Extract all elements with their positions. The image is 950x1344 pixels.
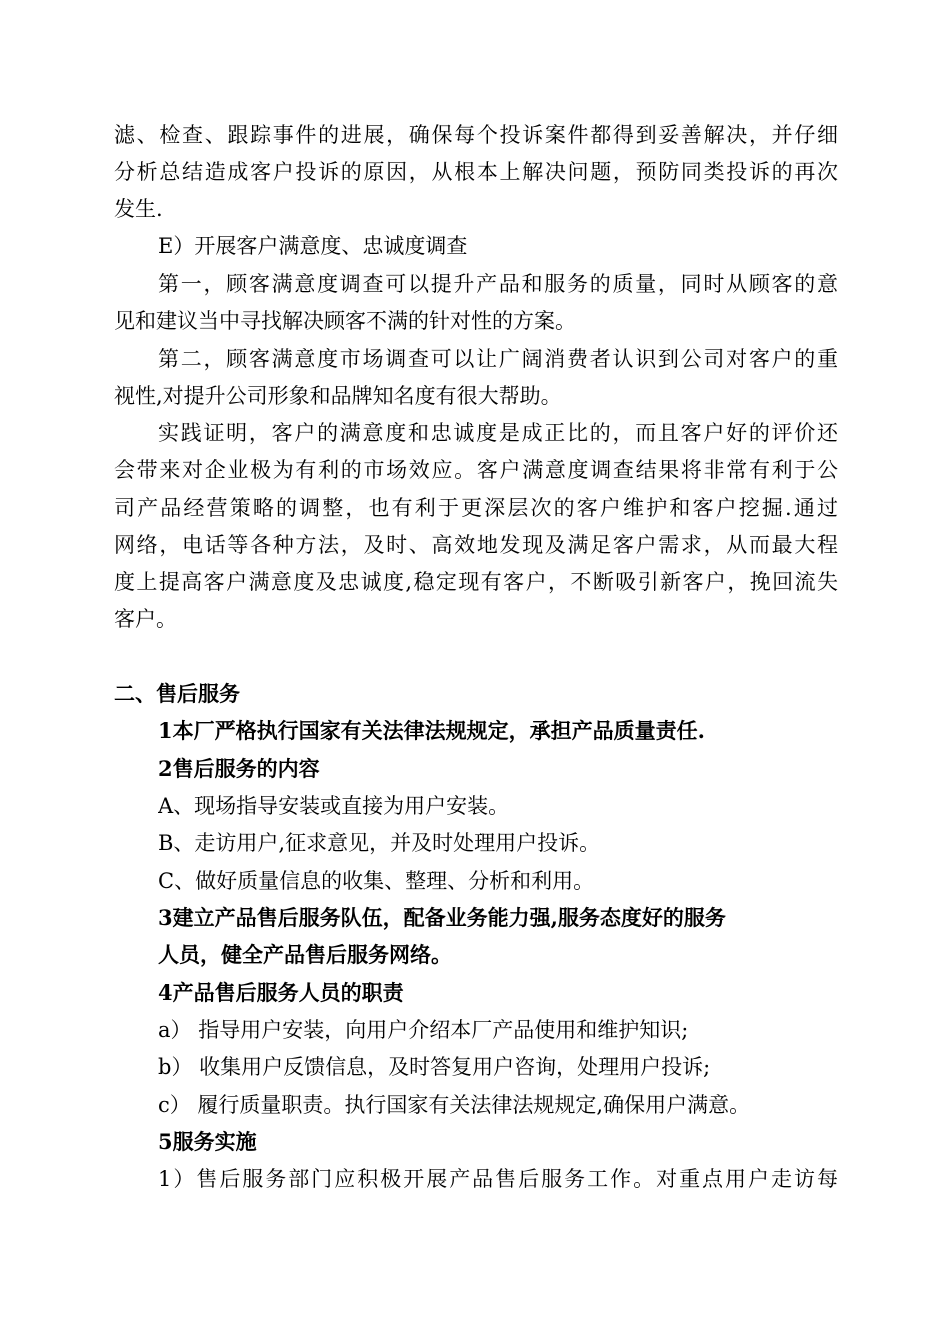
paragraph-line: 客户。 — [114, 607, 177, 631]
numbered-item-1: 1本厂严格执行国家有关法律法规规定，承担产品质量责任. — [158, 718, 705, 743]
list-item: a） 指导用户安装，向用户介绍本厂产品使用和维护知识; — [158, 1018, 689, 1042]
paragraph-line: 网络，电话等各种方法，及时、高效地发现及满足客户需求，从而最大程 — [114, 533, 838, 557]
list-item: B、走访用户,征求意见，并及时处理用户投诉。 — [158, 831, 601, 855]
paragraph-line: 第二，顾客满意度市场调查可以让广阔消费者认识到公司对客户的重 — [158, 347, 838, 371]
list-item: A、现场指导安装或直接为用户安装。 — [158, 794, 510, 818]
section-title: 二、售后服务 — [114, 681, 240, 706]
numbered-item-5: 5服务实施 — [158, 1129, 257, 1154]
paragraph-line: 第一，顾客满意度调查可以提升产品和服务的质量，同时从顾客的意 — [158, 272, 838, 296]
paragraph-line: 见和建议当中寻找解决顾客不满的针对性的方案。 — [114, 309, 576, 333]
numbered-item-3: 3建立产品售后服务队伍，配备业务能力强,服务态度好的服务 — [158, 905, 726, 930]
list-item: c） 履行质量职责。执行国家有关法律法规规定,确保用户满意。 — [158, 1093, 751, 1117]
list-item: C、做好质量信息的收集、整理、分析和利用。 — [158, 869, 595, 893]
list-item: 1）售后服务部门应积极开展产品售后服务工作。对重点用户走访每 — [158, 1167, 838, 1191]
numbered-item-2: 2售后服务的内容 — [158, 756, 320, 781]
list-item: b） 收集用户反馈信息，及时答复用户咨询，处理用户投诉; — [158, 1055, 711, 1079]
paragraph-line: 度上提高客户满意度及忠诚度,稳定现有客户，不断吸引新客户，挽回流失 — [114, 570, 838, 594]
paragraph-line: 滤、检查、跟踪事件的进展，确保每个投诉案件都得到妥善解决，并仔细 — [114, 123, 838, 147]
paragraph-line: 发生. — [114, 197, 163, 221]
paragraph-line: 实践证明，客户的满意度和忠诚度是成正比的，而且客户好的评价还 — [158, 421, 838, 445]
numbered-item-4: 4产品售后服务人员的职责 — [158, 980, 404, 1005]
numbered-item-3-cont: 人员，健全产品售后服务网络。 — [158, 942, 452, 967]
paragraph-line: 会带来对企业极为有利的市场效应。客户满意度调查结果将非常有利于公 — [114, 458, 838, 482]
paragraph-line: 分析总结造成客户投诉的原因，从根本上解决问题，预防同类投诉的再次 — [114, 160, 838, 184]
subheading-e: E）开展客户满意度、忠诚度调查 — [158, 234, 468, 258]
paragraph-line: 司产品经营策略的调整，也有利于更深层次的客户维护和客户挖掘.通过 — [114, 496, 838, 520]
paragraph-line: 视性,对提升公司形象和品牌知名度有很大帮助。 — [114, 384, 562, 408]
